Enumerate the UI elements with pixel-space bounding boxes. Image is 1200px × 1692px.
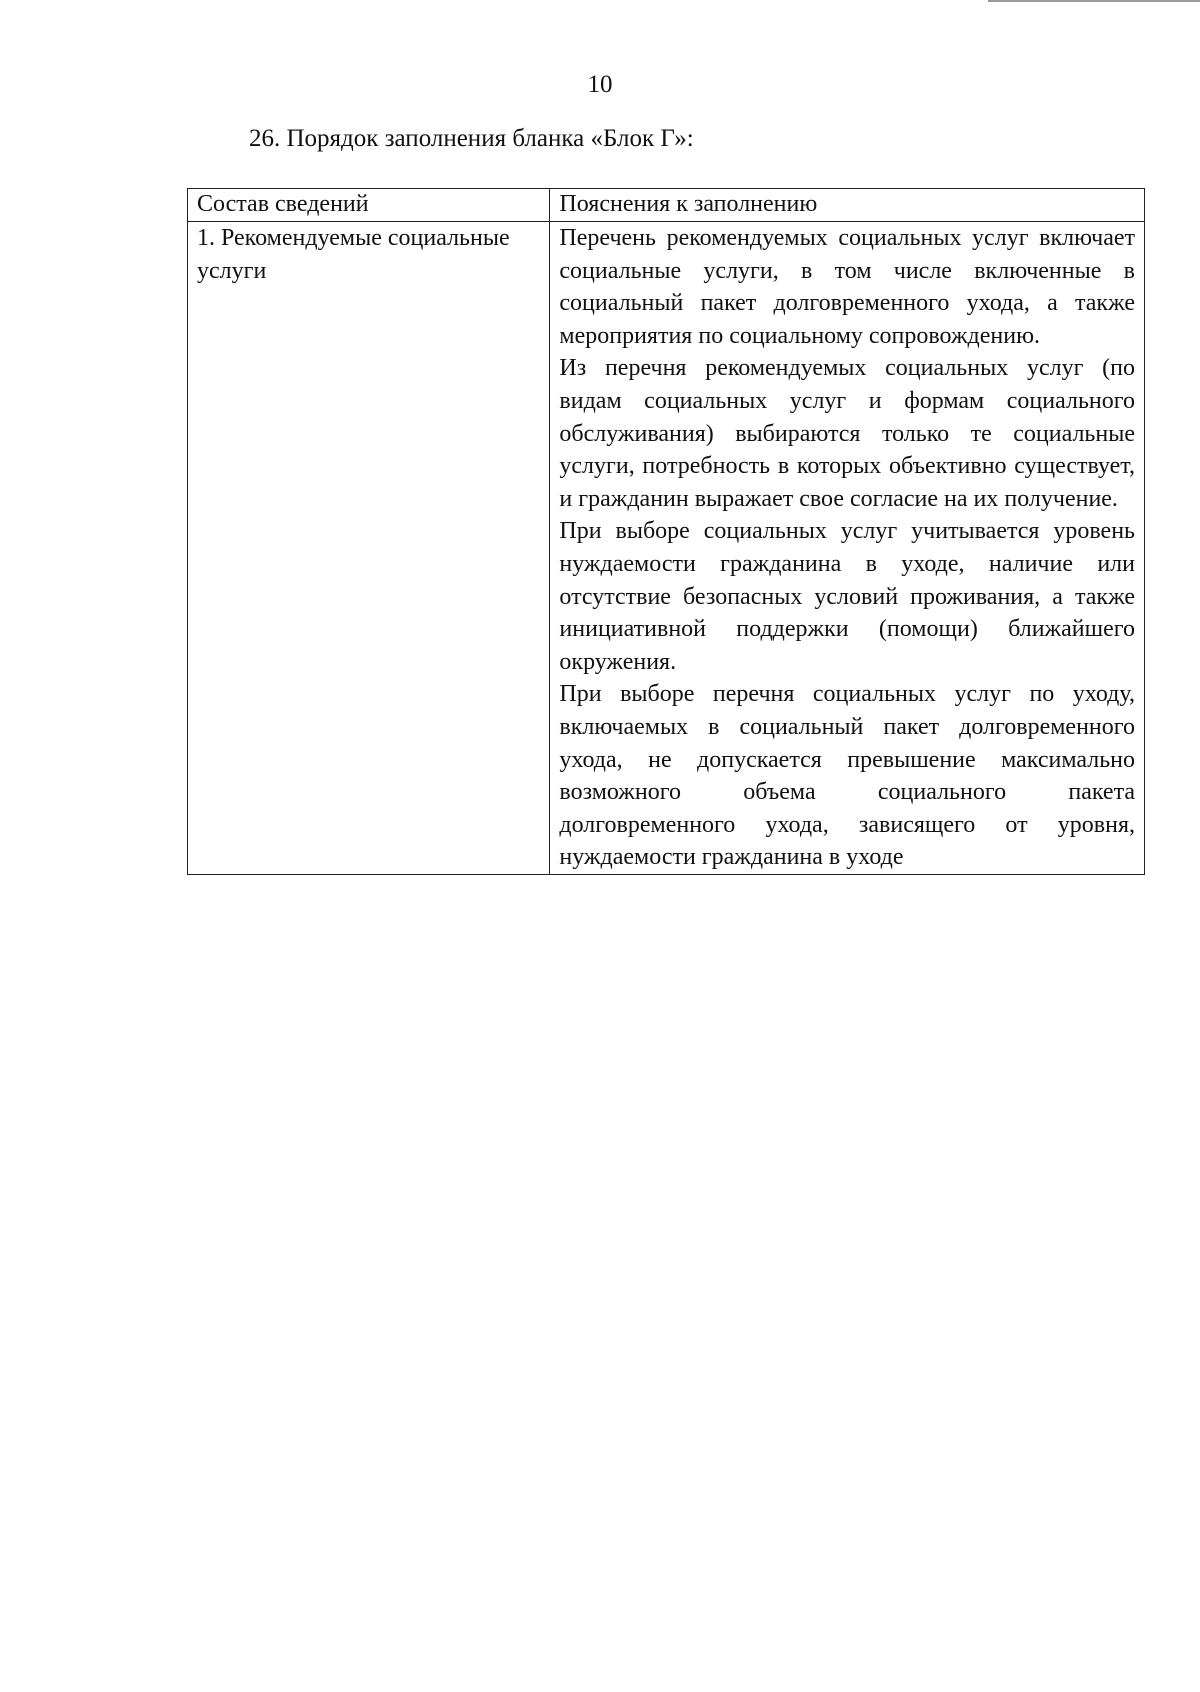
column-header-explanations: Пояснения к заполнению: [550, 189, 1145, 222]
table-row: [188, 222, 1145, 875]
section-heading: 26. Порядок заполнения бланка «Блок Г»:: [249, 125, 694, 152]
explanation-paragraph-4: При выборе перечня социальных услуг по уходу, включаемых в социальный пакет долговременного ухода, не допускается превышение максимально возможного объема социального пакета долговременного ухода, зависящего от уровня, нуждаемости гражданина в уходе: [559, 681, 1135, 871]
explanation-paragraph-2: Из перечня рекомендуемых социальных услуг (по видам социальных услуг и формам социального обслуживания) выбираются только те социальные услуги, потребность в которых объективно существует, и гражданин выражает свое согласие на их получение.: [559, 355, 1135, 512]
explanation-paragraph-1: Перечень рекомендуемых социальных услуг включает социальные услуги, в том числе включенные в социальный пакет долговременного ухода, а также мероприятия по социальному сопровождению.: [559, 225, 1135, 349]
page-number: 10: [587, 71, 613, 98]
column-header-composition: Состав сведений: [188, 189, 550, 222]
explanation-paragraph-3: При выборе социальных услуг учитывается уровень нуждаемости гражданина в уходе, наличие или отсутствие безопасных условий проживания, а также инициативной поддержки (помощи) ближайшего окружения.: [559, 518, 1135, 675]
row-explanation-cell: [550, 222, 1145, 875]
fill-instructions-table: [187, 188, 1145, 875]
row-item-label: 1. Рекомендуемые социальные услуги: [188, 222, 550, 875]
scan-top-rule: [988, 0, 1200, 2]
table-header-row: [188, 189, 1145, 222]
